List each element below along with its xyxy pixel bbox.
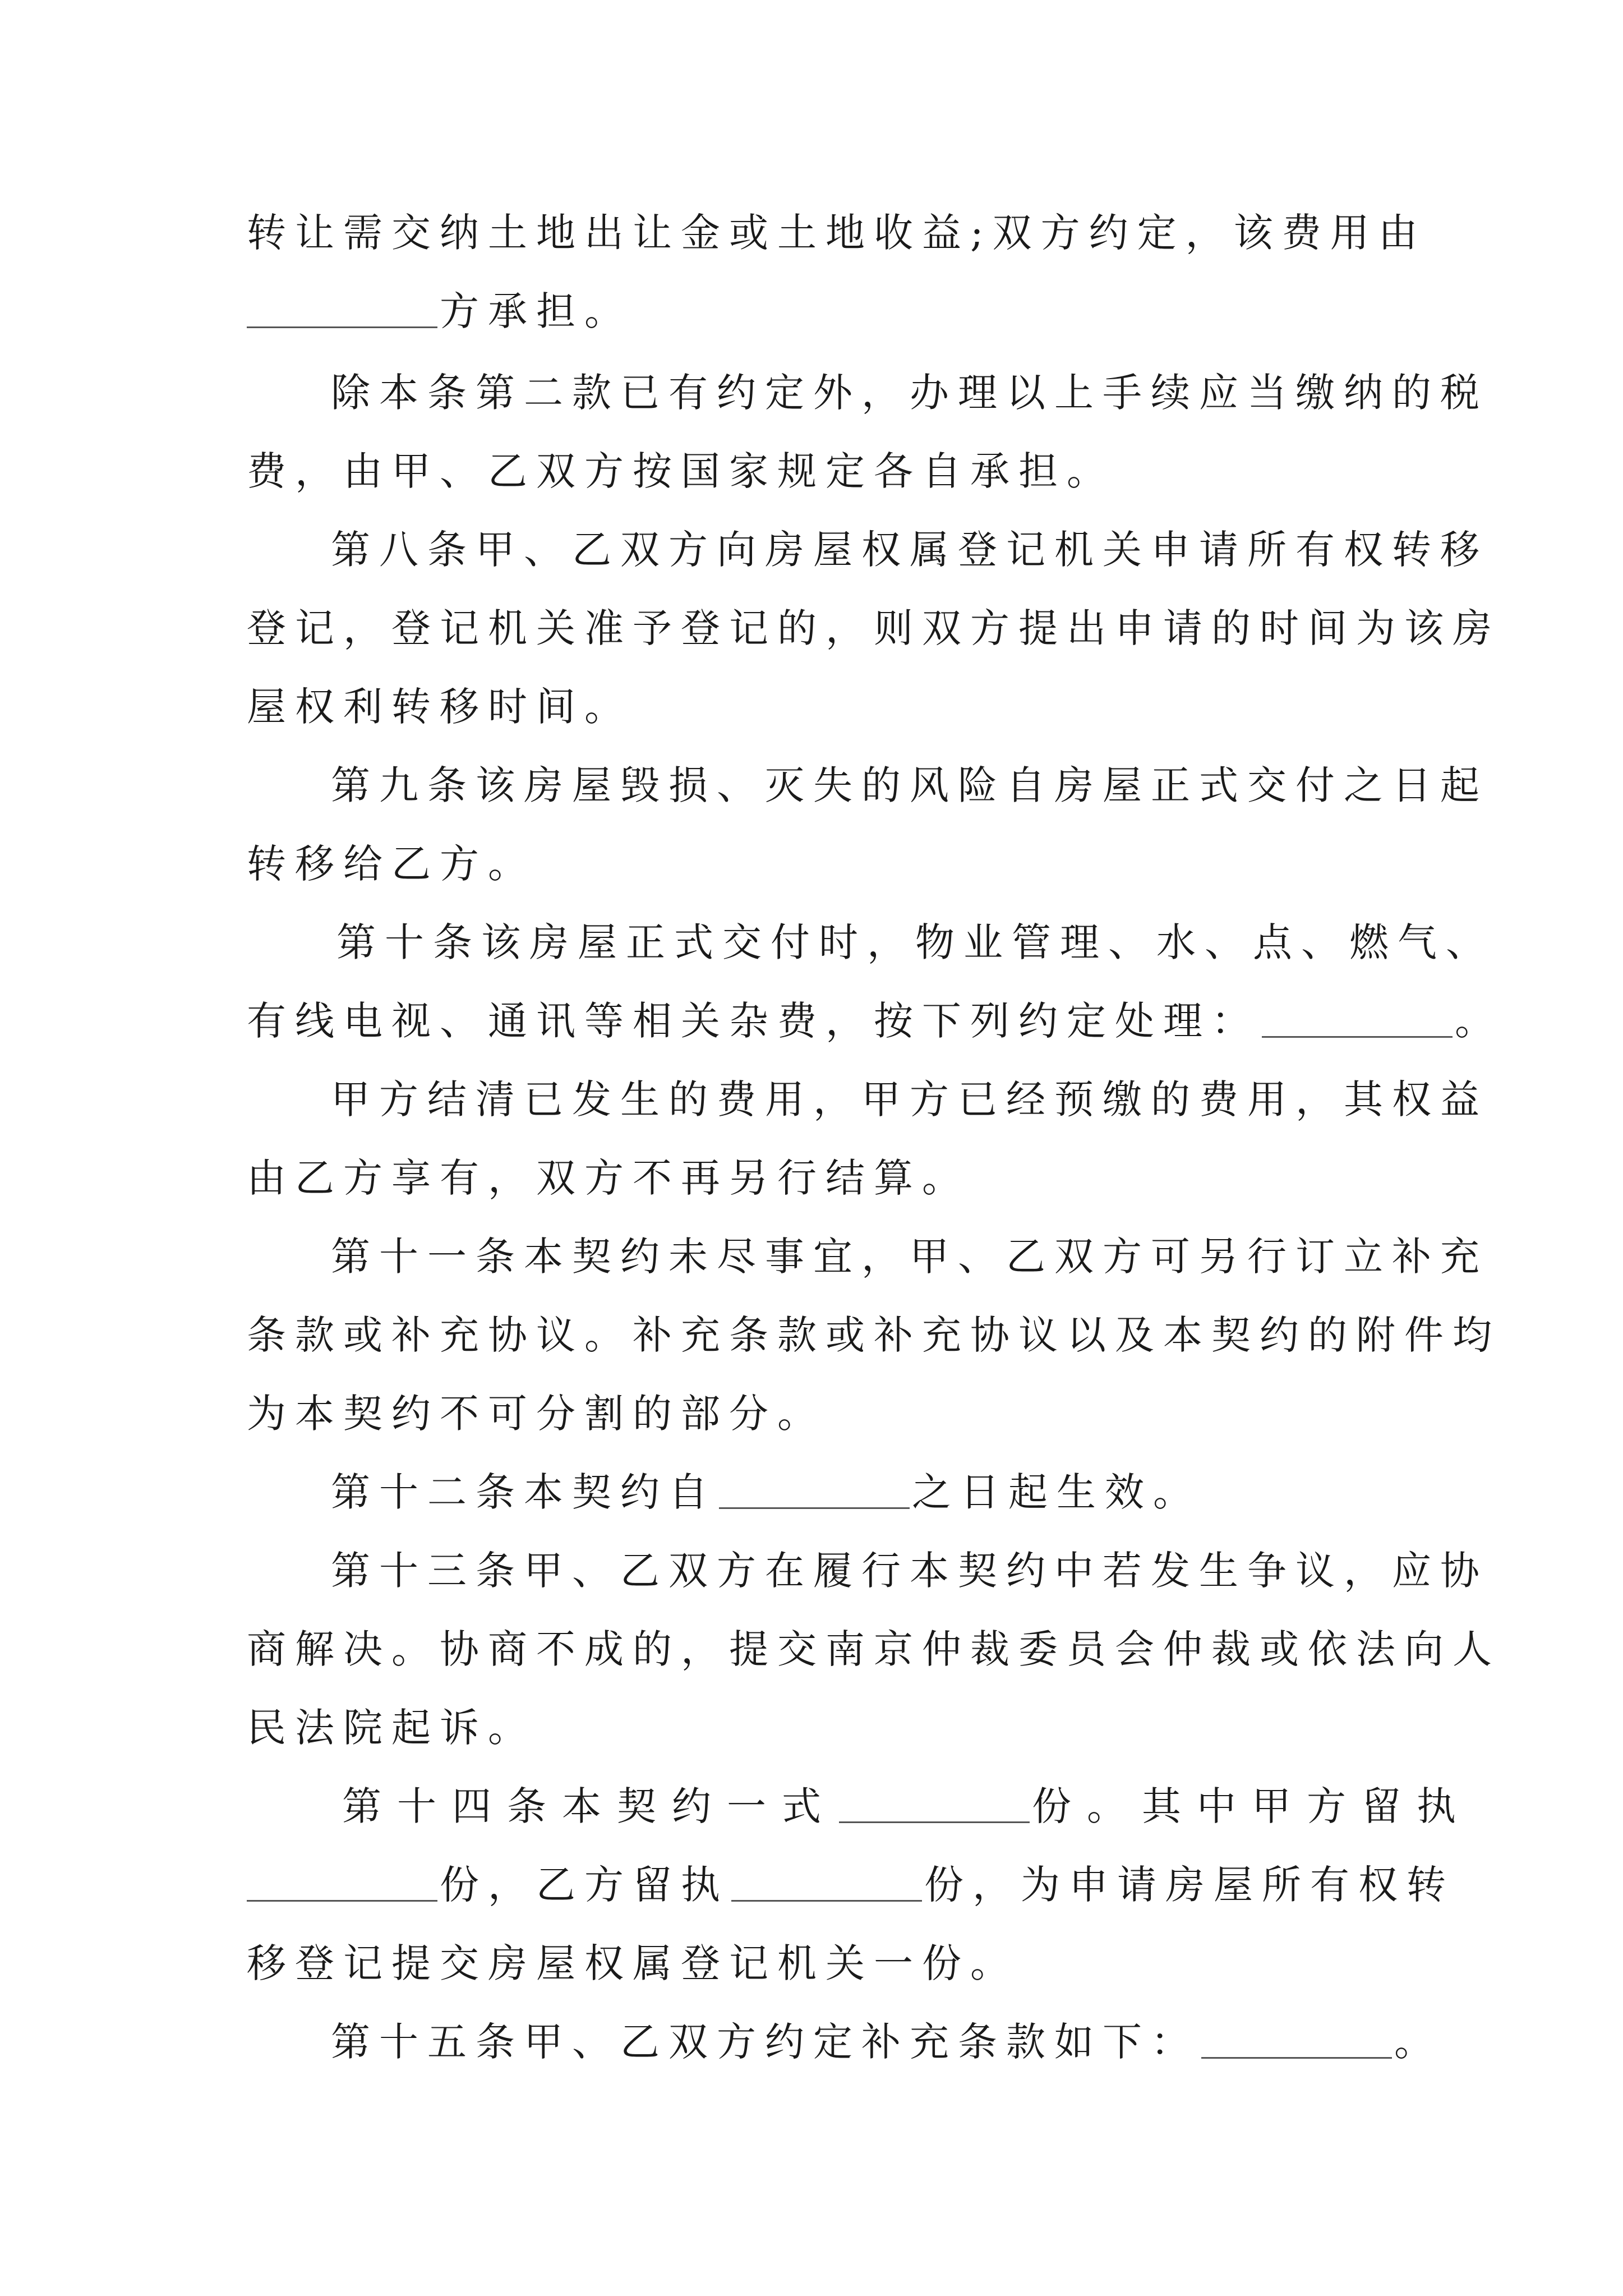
fill-in-blank[interactable] [247,1861,437,1902]
text-line [247,836,1413,892]
line-text: 登记，登记机关准予登记的，则双方提出申请的时间为该房 [247,605,1501,651]
text-line [247,679,1413,735]
fill-in-blank[interactable] [719,1468,910,1509]
text-line [247,1307,1501,1363]
text-line [336,914,1494,970]
text-line [331,1464,1413,1520]
line-text: 为本契约不可分割的部分。 [247,1391,826,1437]
text-line [331,1071,1488,1128]
text-line [247,993,1503,1049]
fill-in-blank[interactable] [247,287,437,328]
fill-in-blank[interactable] [731,1861,922,1902]
line-text: 份，乙方留执 [440,1862,729,1908]
fill-in-blank[interactable] [839,1782,1030,1823]
line-text: 份。其中甲方留执 [1032,1783,1472,1829]
text-line [247,205,1427,261]
line-text: 转移给乙方。 [247,841,536,887]
line-text: 份，为申请房屋所有权转 [924,1862,1455,1908]
text-line [331,522,1488,578]
text-line [331,2014,1442,2070]
line-text: 第十三条甲、乙双方在履行本契约中若发生争议，应协 [331,1548,1488,1594]
line-text: 第十二条本契约自 [331,1469,717,1515]
line-text: 第十条该房屋正式交付时，物业管理、水、点、燃气、 [336,919,1494,965]
line-text: 第十五条甲、乙双方约定补充条款如下： [331,2019,1199,2065]
text-line [331,1543,1488,1599]
line-text: 之日起生效。 [912,1469,1201,1515]
line-text: 民法院起诉。 [247,1705,536,1751]
line-text: 第十四条本契约一式 [342,1783,837,1829]
line-text: 第九条该房屋毁损、灭失的风险自房屋正式交付之日起 [331,762,1488,808]
text-line [247,283,1413,339]
line-text: 第十一条本契约未尽事宜，甲、乙双方可另行订立补充 [331,1234,1488,1280]
text-line [247,1386,1413,1442]
line-text: 屋权利转移时间。 [247,684,633,730]
line-text: 除本条第二款已有约定外，办理以上手续应当缴纳的税 [331,370,1488,416]
line-text: 商解决。协商不成的，提交南京仲裁委员会仲裁或依法向人 [247,1626,1501,1672]
line-text: 由乙方享有，双方不再另行结算。 [247,1155,970,1201]
line-text: 方承担。 [440,288,633,334]
text-line [247,1935,1413,1991]
text-line [247,1621,1501,1677]
text-line [331,757,1488,813]
text-line [247,1700,1413,1756]
text-line [331,365,1488,421]
text-line [342,1778,1472,1834]
text-line [331,1228,1488,1285]
line-text: 移登记提交房屋权属登记机关一份。 [247,1940,1018,1986]
text-line [247,1150,1413,1206]
fill-in-blank[interactable] [1262,997,1453,1038]
line-text: 。 [1394,2019,1442,2065]
text-line [247,1857,1455,1913]
line-text: 条款或补充协议。补充条款或补充协议以及本契约的附件均 [247,1312,1501,1358]
line-text: 费，由甲、乙双方按国家规定各自承担。 [247,448,1115,494]
fill-in-blank[interactable] [1201,2018,1392,2059]
text-line [247,443,1413,499]
line-text: 。 [1455,998,1503,1044]
line-text: 甲方结清已发生的费用，甲方已经预缴的费用，其权益 [331,1076,1488,1122]
line-text: 第八条甲、乙双方向房屋权属登记机关申请所有权转移 [331,527,1488,573]
line-text: 转让需交纳土地出让金或土地收益;双方约定，该费用由 [247,210,1427,256]
line-text: 有线电视、通讯等相关杂费，按下列约定处理： [247,998,1260,1044]
text-line [247,600,1501,656]
